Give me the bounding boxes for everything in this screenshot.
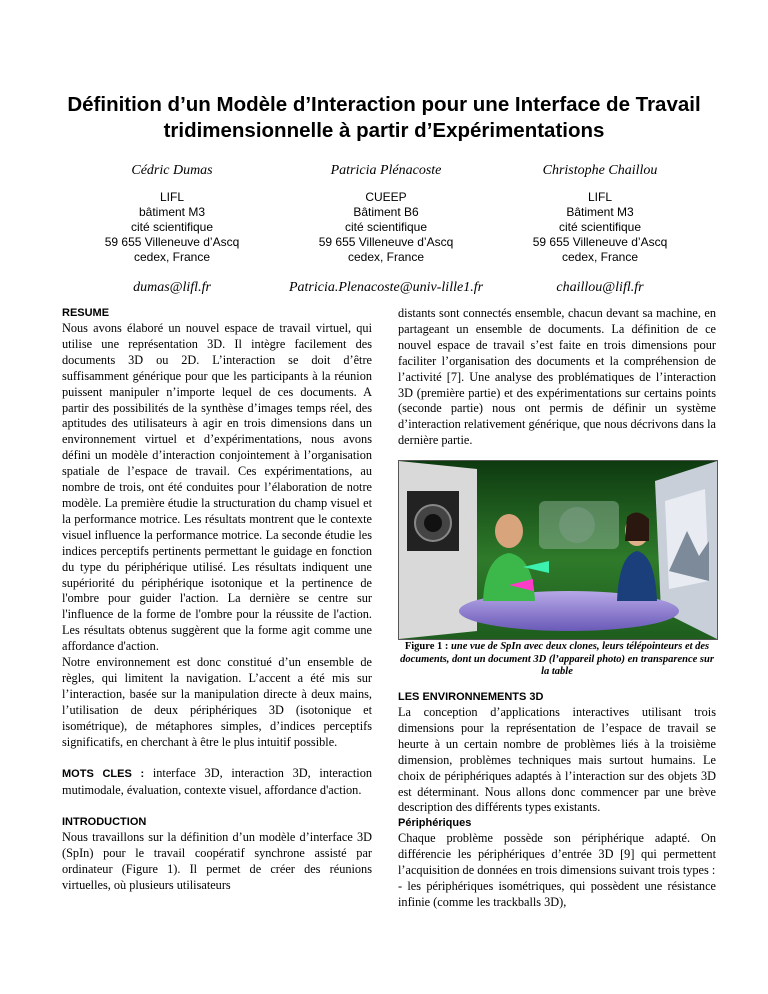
- keywords-text: interface 3D, interaction 3D, interaction mutimodale, évaluation, contexte visuel, affordance d'action.: [62, 766, 373, 798]
- peripheriques-text: Chaque problème possède son périphérique adapté. On différencie les périphériques d’entrée 3D [9] qui permettent l’acquisition de données en trois dimensions suivant trois types :: [398, 831, 716, 878]
- paper-title: Définition d’un Modèle d’Interaction pour une Interface de Travail tridimensionnelle à partir d’Expérimentations: [67, 93, 701, 142]
- affiliation-line: cedex, France: [347, 250, 425, 264]
- affiliation-line: cité scientifique: [344, 220, 428, 234]
- affiliation-line: LIFL: [587, 190, 612, 204]
- environnements-text: La conception d’applications interactives utilisant trois dimensions pour la représentation de l’espace de travail se heurte à un certain nombre de problèmes liés à la troisième dimension, problèmes techniques mais surtout humains. Le choix de périphériques adaptés à l’interaction sur des objets 3D est déterminant. Nous allons donc commencer par une brève description des différents types existants.: [398, 705, 716, 815]
- figure-1-image: [398, 460, 718, 640]
- resume-text-2: Notre environnement est donc constitué d’un ensemble de règles, qui limitent la navigation. L’accent a été mis sur l’interaction, basée sur la manipulation directe à deux mains, l’utilisation de deux périphériques 3D (isotonique et isométrique), de métaphores simples, d’indices perceptifs significatifs, en cherchant à être le plus intuitif possible.: [62, 655, 372, 749]
- affiliation-line: bâtiment M3: [138, 205, 206, 219]
- affiliation-line: LIFL: [159, 190, 184, 204]
- author-email: chaillou@lifl.fr: [556, 280, 644, 295]
- affiliation-line: 59 655 Villeneuve d’Ascq: [104, 235, 240, 249]
- environnements-heading: LES ENVIRONNEMENTS 3D: [398, 691, 544, 703]
- resume-text: Nous avons élaboré un nouvel espace de travail virtuel, qui utilise une représentation 3D. Il intègre facilement des documents 3D ou 2D. L’interaction se doit d’être suffisamment générique pour que les participants à la réunion puissent manipuler n’importe lequel de ces documents. A partir des possibilités de la synthèse d’images temps réel, des aptitudes des utilisateurs à agir en trois dimensions dans un environnement virtuel et d’expérimentations, nous avons défini un modèle d’interaction conjointement à l’organisation spatiale de l’espace de travail. Ces expérimentations, au nombre de trois, ont été conduites pour l’élaboration de notre modèle. La première étudie la structuration du champ visuel et la performance motrice. Les résultats montrent que le contexte visuel influence la performance motrice. La seconde étudie les indices perceptifs pertinents permettant le guidage en fonction du type du périphérique utilisé. Les résultats indiquent une supériorité du périphérique isotonique et la pertinence de l'ombre pour guider l'action. La dernière se centre sur l'influence de la forme de l'ombre pour la réussite de l'action. Les résultats obtenus suggèrent que la forme agit comme une affordance d'action.: [62, 321, 372, 654]
- figure-caption-text: une vue de SpIn avec deux clones, leurs télépointeurs et des documents, dont un document 3D (l’appareil photo) en transparence sur la table: [400, 641, 714, 677]
- author-email: Patricia.Plenacoste@univ-lille1.fr: [288, 280, 484, 295]
- keywords-paragraph: [62, 766, 372, 799]
- affiliation-line: 59 655 Villeneuve d’Ascq: [532, 235, 668, 249]
- left-column: [62, 306, 372, 894]
- clone-1-head: [495, 514, 523, 548]
- affiliation-line: 59 655 Villeneuve d’Ascq: [318, 235, 454, 249]
- affiliation-line: cité scientifique: [558, 220, 642, 234]
- author-affiliation: [490, 190, 710, 265]
- author-affiliation: [276, 190, 496, 265]
- introduction-continued: distants sont connectés ensemble, chacun devant sa machine, en partageant un ensemble de documents. La définition de ce nouvel espace de travail s’est faite en trois dimensions pour faciliter l’organisation des documents et la compréhension de l’activité [7]. Une analyse des problématiques de l’interaction 3D (première partie) et des expérimentations sur certains points (seconde partie) nous ont permis de définir un système d’interaction relativement générique, que nous décrivons dans la dernière partie.: [398, 306, 716, 448]
- clone-2-hair: [625, 512, 649, 541]
- peripheriques-text-2: - les périphériques isométriques, qui possèdent une résistance infinie (comme les trackballs 3D),: [398, 879, 716, 909]
- figure-label: Figure 1 :: [404, 641, 449, 652]
- right-column-bottom: [398, 690, 716, 911]
- author-1: [62, 162, 282, 297]
- author-affiliation: [62, 190, 282, 265]
- author-name: Patricia Plénacoste: [330, 163, 442, 178]
- introduction-heading: INTRODUCTION: [62, 816, 147, 829]
- author-email: dumas@lifl.fr: [133, 280, 211, 295]
- right-column-top: [398, 306, 716, 449]
- camera-lens-center: [424, 514, 442, 532]
- affiliation-line: cedex, France: [561, 250, 639, 264]
- figure-1-caption: [398, 641, 716, 679]
- affiliation-line: CUEEP: [365, 190, 407, 204]
- affiliation-line: Bâtiment M3: [566, 205, 634, 219]
- author-name: Cédric Dumas: [131, 163, 213, 178]
- affiliation-line: cité scientifique: [130, 220, 214, 234]
- affiliation-line: cedex, France: [133, 250, 211, 264]
- resume-heading: RESUME: [62, 307, 110, 319]
- keywords-label: MOTS CLES :: [62, 768, 145, 781]
- affiliation-line: Bâtiment B6: [353, 205, 419, 219]
- transparent-lens: [559, 507, 595, 543]
- author-2: [276, 162, 496, 297]
- author-name: Christophe Chaillou: [542, 163, 658, 178]
- introduction-text: Nous travaillons sur la définition d’un modèle d’interface 3D (SpIn) pour le travail coopératif synchrone assisté par ordinateur (Figure 1). Il permet de créer des réunions virtuelles, où plusieurs utilisateurs: [62, 830, 372, 892]
- author-3: [490, 162, 710, 297]
- peripheriques-heading: Périphériques: [398, 817, 472, 830]
